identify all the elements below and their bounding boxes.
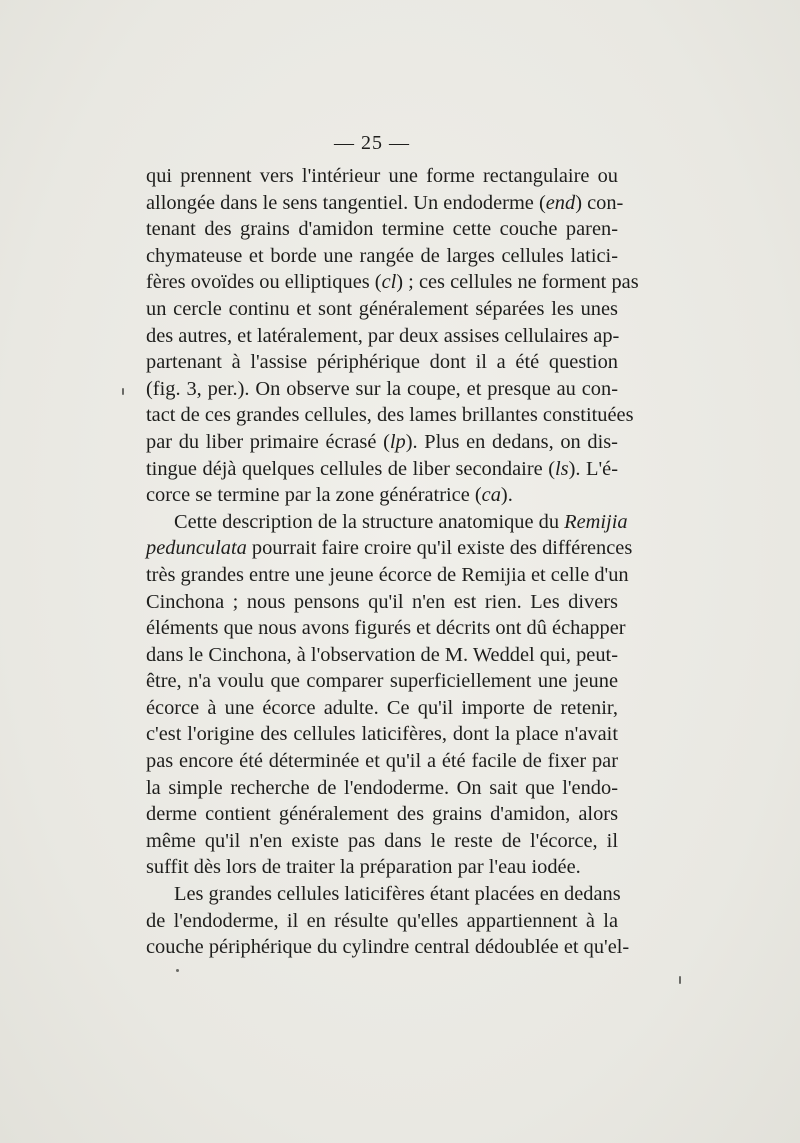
text-line	[146, 801, 618, 828]
text-segment: (fig. 3, per.). On observe sur la coupe, et presque au con-	[146, 377, 618, 400]
text-segment: ). Plus en dedans, on dis-	[405, 430, 618, 453]
text-line	[146, 482, 618, 509]
text-line	[146, 163, 618, 190]
text-segment: fères ovoïdes ou elliptiques (	[146, 271, 382, 294]
text-segment: tingue déjà quelques cellules de liber secondaire (	[146, 457, 555, 480]
ink-speck	[679, 976, 681, 984]
text-line	[146, 775, 618, 802]
italic-term: ls	[555, 457, 569, 480]
text-segment: ) ; ces cellules ne forment pas	[396, 271, 639, 294]
text-line	[146, 216, 618, 243]
text-line	[146, 269, 639, 296]
text-segment: de l'endoderme, il en résulte qu'elles appartiennent à la	[146, 909, 618, 932]
text-line	[146, 908, 618, 935]
text-line	[146, 376, 618, 403]
text-line	[146, 402, 634, 429]
text-line	[146, 828, 618, 855]
text-line	[146, 509, 628, 536]
text-segment: ). L'é-	[568, 457, 618, 480]
text-line	[146, 589, 618, 616]
text-segment: suffit dès lors de traiter la préparation par l'eau iodée.	[146, 856, 581, 879]
text-segment: un cercle continu et sont généralement séparées les unes	[146, 297, 618, 320]
text-segment: pourrait faire croire qu'il existe des différences	[246, 537, 633, 560]
text-line	[146, 934, 630, 961]
text-line	[146, 190, 624, 217]
text-line	[146, 695, 618, 722]
text-segment: partenant à l'assise périphérique dont il a été question	[146, 351, 618, 374]
text-segment: ).	[500, 484, 513, 507]
text-segment: ) con-	[575, 191, 624, 214]
text-segment: tenant des grains d'amidon termine cette couche paren-	[146, 218, 618, 241]
text-line	[146, 296, 618, 323]
page-number: — 25 —	[334, 132, 410, 154]
text-line	[146, 748, 618, 775]
text-line	[146, 562, 629, 589]
text-segment: couche périphérique du cylindre central dédoublée et qu'el-	[146, 936, 630, 959]
text-segment: même qu'il n'en existe pas dans le reste de l'écorce, il	[146, 829, 618, 852]
text-segment: être, n'a voulu que comparer superficiellement une jeune	[146, 670, 618, 693]
text-line	[146, 668, 618, 695]
italic-term: ca	[481, 484, 501, 507]
text-line	[146, 721, 618, 748]
text-segment: Cette description de la structure anatomique du	[174, 510, 565, 533]
text-segment: dans le Cinchona, à l'observation de M. Weddel qui, peut-	[146, 643, 618, 666]
italic-term: cl	[381, 271, 397, 294]
text-segment: pas encore été déterminée et qu'il a été facile de fixer par	[146, 750, 618, 773]
italic-term: pedunculata	[146, 537, 247, 560]
text-segment: écorce à une écorce adulte. Ce qu'il importe de retenir,	[146, 696, 618, 719]
text-line	[146, 323, 618, 350]
italic-term: Remijia	[564, 510, 628, 533]
text-line	[146, 456, 618, 483]
text-segment: très grandes entre une jeune écorce de Remijia et celle d'un	[146, 563, 629, 586]
text-segment: Cinchona ; nous pensons qu'il n'en est rien. Les divers	[146, 590, 618, 613]
text-line	[146, 881, 621, 908]
italic-term: end	[545, 191, 576, 214]
text-segment: la simple recherche de l'endoderme. On sait que l'endo-	[146, 776, 618, 799]
ink-speck	[122, 388, 124, 395]
text-segment: éléments que nous avons figurés et décrits ont dû échapper	[146, 617, 626, 640]
ink-speck	[176, 969, 179, 972]
text-line	[146, 429, 618, 456]
body-text	[146, 163, 639, 961]
text-line	[146, 535, 633, 562]
text-line	[146, 615, 626, 642]
text-line	[146, 642, 618, 669]
text-line	[146, 349, 618, 376]
text-segment: des autres, et latéralement, par deux assises cellulaires ap-	[146, 324, 620, 347]
text-line	[146, 243, 618, 270]
text-segment: tact de ces grandes cellules, des lames brillantes constituées	[146, 404, 634, 427]
text-line	[146, 854, 618, 881]
italic-term: lp	[389, 430, 406, 453]
text-segment: derme contient généralement des grains d'amidon, alors	[146, 803, 618, 826]
text-segment: qui prennent vers l'intérieur une forme rectangulaire ou	[146, 165, 618, 187]
text-segment: chymateuse et borde une rangée de larges cellules latici-	[146, 244, 618, 267]
text-segment: par du liber primaire écrasé (	[146, 430, 390, 453]
text-segment: corce se termine par la zone génératrice (	[146, 484, 482, 507]
text-segment: allongée dans le sens tangentiel. Un endoderme (	[146, 191, 546, 214]
text-segment: c'est l'origine des cellules laticifères, dont la place n'avait	[146, 723, 618, 746]
text-segment: Les grandes cellules laticifères étant placées en dedans	[174, 883, 621, 906]
